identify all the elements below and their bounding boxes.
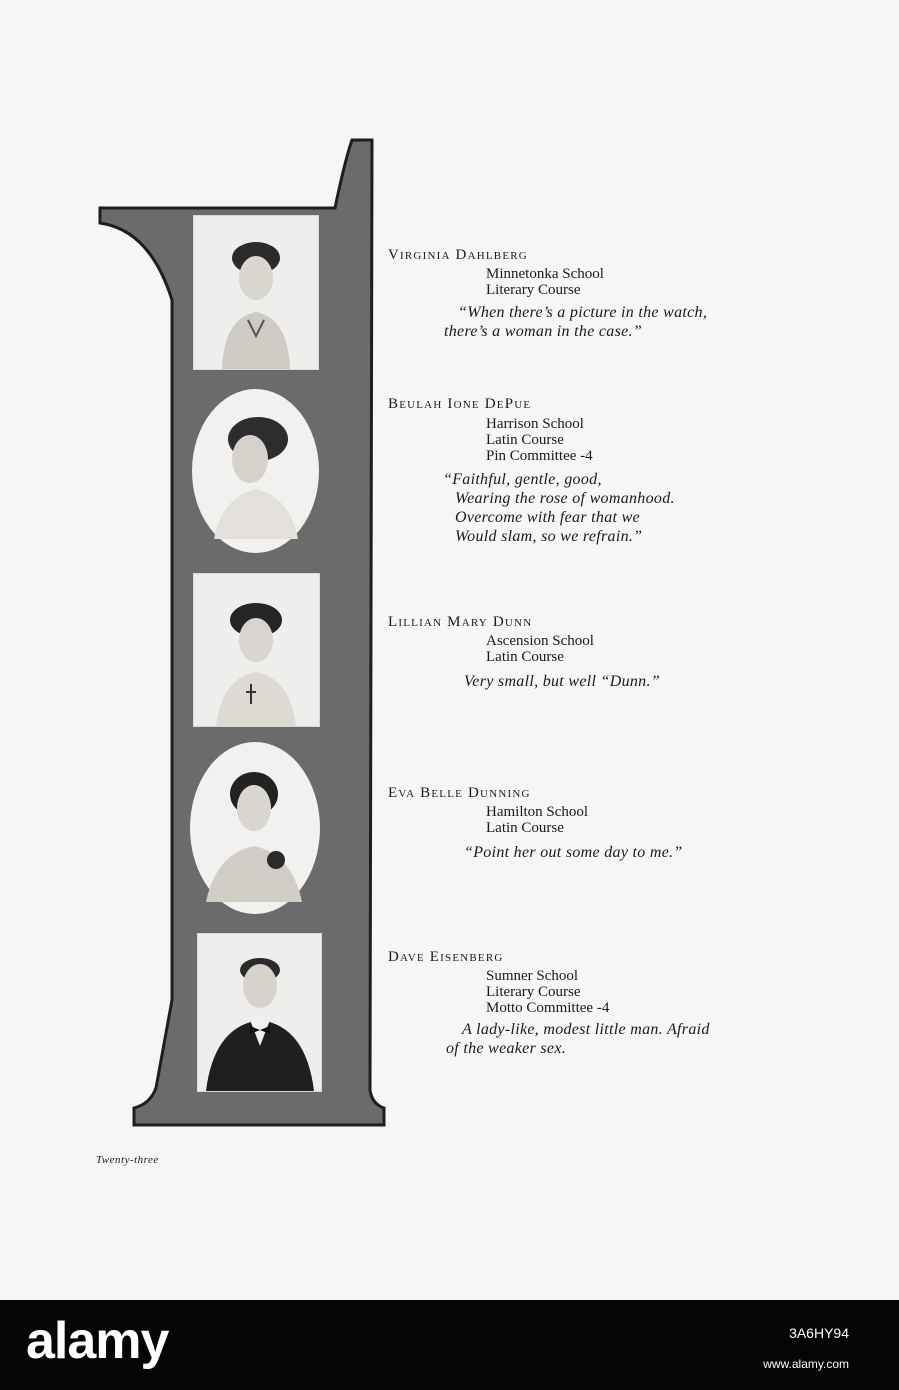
quote-line: Wearing the rose of womanhood. <box>455 490 675 507</box>
school-line: Minnetonka School <box>486 266 604 282</box>
quote-line: Overcome with fear that we <box>455 509 640 526</box>
image-id: 3A6HY94 <box>789 1325 849 1341</box>
student-details <box>486 266 808 298</box>
quote-line: Would slam, so we refrain.” <box>455 528 643 545</box>
student-entry <box>388 613 808 691</box>
quote-line: “Faithful, gentle, good, <box>443 471 602 488</box>
portrait-photo-4 <box>190 742 320 914</box>
student-details <box>486 416 808 464</box>
woman-portrait-icon <box>194 574 319 726</box>
man-portrait-icon <box>198 934 321 1091</box>
committee-line: Pin Committee -4 <box>486 448 593 464</box>
student-entry <box>388 246 808 341</box>
student-name: Virginia Dahlberg <box>388 247 528 263</box>
student-quote <box>443 470 808 546</box>
student-name: Beulah Ione DePue <box>388 396 532 412</box>
quote-line: of the weaker sex. <box>446 1040 567 1057</box>
student-entry <box>388 784 808 862</box>
portrait-photo-1 <box>193 215 319 370</box>
quote-line: Very small, but well “Dunn.” <box>464 673 660 690</box>
student-name: Dave Eisenberg <box>388 949 504 965</box>
quote-line: “When there’s a picture in the watch, <box>458 304 708 321</box>
woman-portrait-icon <box>194 216 318 369</box>
student-quote <box>444 303 808 341</box>
student-details <box>486 633 808 665</box>
student-name: Lillian Mary Dunn <box>388 614 533 630</box>
student-entry <box>388 395 808 546</box>
portrait-photo-5 <box>197 933 322 1092</box>
course-line: Literary Course <box>486 282 581 298</box>
portrait-photo-2 <box>192 389 319 553</box>
student-quote <box>464 843 808 862</box>
banner-url: www.alamy.com <box>763 1357 849 1371</box>
student-details <box>486 968 808 1016</box>
course-line: Latin Course <box>486 649 564 665</box>
school-line: Ascension School <box>486 633 594 649</box>
course-line: Latin Course <box>486 820 564 836</box>
school-line: Harrison School <box>486 416 584 432</box>
student-name: Eva Belle Dunning <box>388 785 531 801</box>
student-entry <box>388 948 808 1058</box>
student-details <box>486 804 808 836</box>
quote-line: A lady-like, modest little man. Afraid <box>462 1021 710 1038</box>
quote-line: there’s a woman in the case.” <box>444 323 643 340</box>
student-quote <box>446 1020 808 1058</box>
portrait-photo-3 <box>193 573 320 727</box>
course-line: Latin Course <box>486 432 564 448</box>
quote-line: “Point her out some day to me.” <box>464 844 683 861</box>
woman-profile-icon <box>192 389 319 553</box>
page-folio: Twenty-three <box>96 1154 159 1166</box>
course-line: Literary Course <box>486 984 581 1000</box>
alamy-logo: alamy <box>26 1312 169 1370</box>
girl-portrait-icon <box>190 742 320 914</box>
student-quote <box>464 672 808 691</box>
school-line: Hamilton School <box>486 804 589 820</box>
committee-line: Motto Committee -4 <box>486 1000 610 1016</box>
school-line: Sumner School <box>486 968 579 984</box>
